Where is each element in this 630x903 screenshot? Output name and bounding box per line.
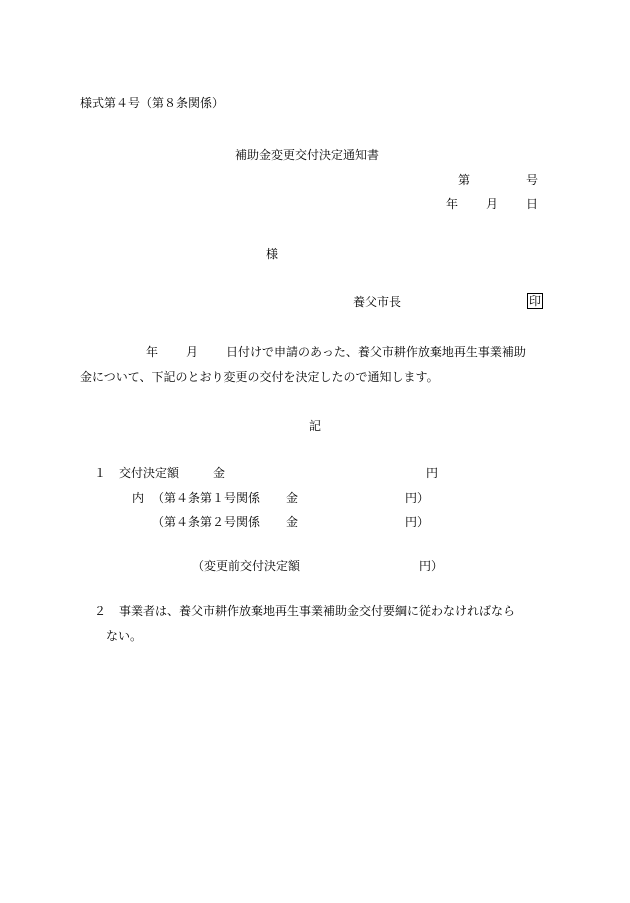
body-year: 年 <box>146 345 159 359</box>
body-line2: 金について、下記のとおり変更の交付を決定したので通知します。 <box>80 370 439 384</box>
date-month: 月 <box>486 197 499 211</box>
document-title: 補助金変更交付決定通知書 <box>235 148 380 162</box>
date-year: 年 <box>446 197 459 211</box>
item2-line2: ない。 <box>106 629 143 643</box>
sub1-kin: 金 <box>286 491 299 505</box>
item1-label: 交付決定額 <box>119 466 180 480</box>
item1-number: １ <box>94 466 107 480</box>
addressee-honorific: 様 <box>266 247 279 261</box>
doc-number-prefix: 第 <box>458 173 471 187</box>
breakdown-lead: 内 <box>132 491 145 505</box>
sender-name: 養父市長 <box>353 295 402 309</box>
sub2-kin: 金 <box>286 515 299 529</box>
seal-box: 印 <box>529 294 542 308</box>
seal-mark <box>527 293 543 309</box>
body-line1-rest: 日付けで申請のあった、養父市耕作放棄地再生事業補助 <box>226 345 526 359</box>
body-month: 月 <box>186 345 199 359</box>
previous-amount-label: （変更前交付決定額 <box>192 559 301 573</box>
sub2-label: （第４条第２号関係 <box>152 515 261 529</box>
notes-heading: 記 <box>309 419 322 433</box>
item1-yen: 円 <box>426 466 439 480</box>
item2-number: ２ <box>94 604 107 618</box>
form-number: 様式第４号（第８条関係） <box>80 96 225 110</box>
previous-amount-yen: 円） <box>419 559 444 573</box>
sub1-label: （第４条第１号関係 <box>152 491 261 505</box>
sub2-yen: 円） <box>405 515 430 529</box>
date-day: 日 <box>526 197 539 211</box>
doc-number-suffix: 号 <box>526 173 539 187</box>
item1-kin: 金 <box>213 466 226 480</box>
sub1-yen: 円） <box>405 491 430 505</box>
item2-line1: 事業者は、養父市耕作放棄地再生事業補助金交付要綱に従わなければなら <box>119 604 516 618</box>
